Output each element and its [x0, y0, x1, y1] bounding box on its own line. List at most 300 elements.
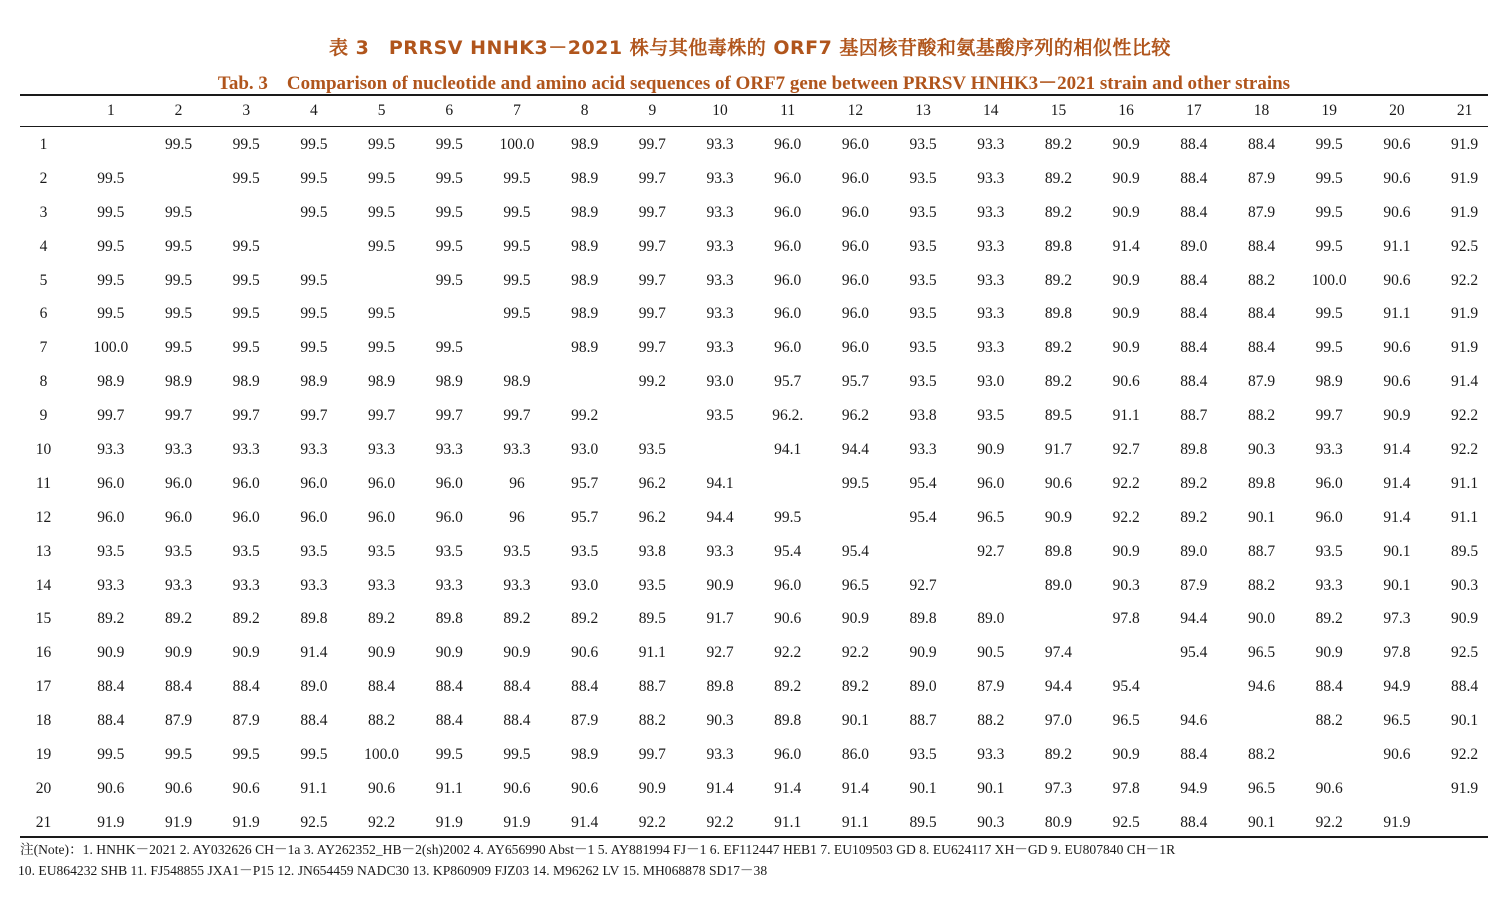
- table-cell: 88.4: [1247, 305, 1276, 323]
- table-cell: 91.9: [435, 813, 463, 831]
- table-cell: 93.5: [909, 339, 937, 357]
- table-cell: [1363, 772, 1431, 806]
- table-cell: 91.9: [232, 813, 260, 831]
- column-header: 3: [242, 102, 251, 119]
- table-cell: 90.6: [1383, 373, 1411, 391]
- table-cell: 99.5: [232, 339, 260, 357]
- table-cell: 96: [509, 474, 525, 492]
- table-cell: 89.8: [706, 678, 734, 696]
- table-cell: 93.3: [977, 271, 1005, 289]
- table-cell: 90.6: [1383, 271, 1411, 289]
- table-cell: [1295, 738, 1363, 772]
- table-cell: 98.9: [164, 373, 193, 391]
- table-cell: 91.1: [1451, 508, 1479, 526]
- column-header: 11: [780, 102, 796, 119]
- row-label: 18: [35, 712, 52, 730]
- table-cell: 91.4: [571, 813, 599, 831]
- table-cell: 96.0: [841, 237, 869, 255]
- table-header: [10, 97, 1498, 125]
- table-cell: 88.4: [97, 712, 125, 730]
- table-cell: 99.2: [638, 373, 666, 391]
- table-cell: 90.1: [977, 779, 1005, 797]
- table-cell: 88.4: [1180, 135, 1208, 153]
- table-cell: 90.5: [977, 644, 1005, 662]
- table-cell: 99.7: [638, 237, 666, 255]
- table-cell: 96.0: [1315, 508, 1343, 526]
- table-cell: 89.8: [1247, 474, 1276, 492]
- table-cell: 96.5: [1383, 712, 1411, 730]
- table-cell: 94.1: [774, 440, 802, 458]
- table-cell: 98.9: [571, 305, 599, 323]
- table-cell: 93.5: [909, 271, 937, 289]
- column-header: 4: [310, 102, 318, 119]
- table-cell: [280, 230, 348, 264]
- table-cell: 88.4: [571, 678, 599, 696]
- table-cell: 99.7: [638, 169, 666, 187]
- table-cell: 98.9: [503, 373, 531, 391]
- table-cell: 96.0: [368, 474, 396, 492]
- table-cell: 90.9: [1112, 203, 1140, 221]
- table-cell: 93.5: [571, 542, 599, 560]
- table-cell: 99.7: [97, 407, 125, 425]
- table-cell: 88.2: [1247, 745, 1276, 763]
- table-cell: 96.2: [638, 508, 666, 526]
- table-cell: 96.2.: [772, 407, 804, 425]
- table-cell: 91.4: [300, 644, 328, 662]
- table-cell: 88.4: [1180, 745, 1208, 763]
- table-cell: 90.9: [503, 644, 531, 662]
- column-header: 1: [106, 102, 115, 119]
- column-header: 6: [445, 102, 454, 119]
- table-cell: 99.5: [503, 169, 531, 187]
- table-cell: 95.4: [774, 542, 802, 560]
- table-cell: 88.4: [1247, 135, 1276, 153]
- table-cell: 93.5: [909, 203, 937, 221]
- table-cell: 93.5: [909, 373, 937, 391]
- table-cell: 93.5: [977, 407, 1005, 425]
- row-label: 3: [39, 203, 48, 221]
- table-cell: 91.1: [1383, 305, 1411, 323]
- table-cell: 90.9: [638, 779, 666, 797]
- table-cell: 92.2: [774, 644, 802, 662]
- table-cell: 98.9: [571, 271, 599, 289]
- table-cell: 88.2: [1247, 576, 1276, 594]
- table-cell: 93.5: [300, 542, 328, 560]
- table-cell: 90.9: [97, 644, 125, 662]
- table-cell: 88.2: [1247, 407, 1276, 425]
- table-cell: 92.7: [706, 644, 734, 662]
- table-cell: 94.4: [841, 440, 869, 458]
- table-cell: 92.2: [1315, 813, 1343, 831]
- table-cell: 99.5: [1315, 169, 1343, 187]
- table-cell: 99.5: [300, 271, 328, 289]
- table-cell: 88.2: [368, 712, 396, 730]
- row-label: 10: [35, 440, 52, 458]
- table-cell: 92.7: [1112, 440, 1140, 458]
- table-cell: 96.0: [841, 339, 869, 357]
- table-cell: 96.0: [774, 745, 802, 763]
- column-header: 9: [648, 102, 657, 119]
- table-cell: 89.8: [1180, 440, 1208, 458]
- table-cell: 93.3: [706, 745, 734, 763]
- table-row: [10, 501, 1498, 535]
- table-cell: 92.2: [1451, 440, 1479, 458]
- table-row: [10, 433, 1498, 467]
- table-cell: 99.5: [435, 237, 463, 255]
- table-cell: 91.4: [1383, 508, 1411, 526]
- row-label: 15: [35, 610, 52, 628]
- row-label: 20: [35, 779, 52, 797]
- table-row: [10, 128, 1498, 162]
- table-cell: 93.5: [638, 440, 666, 458]
- table-cell: 96: [509, 508, 525, 526]
- table-cell: 96.0: [435, 508, 463, 526]
- table-cell: 98.9: [300, 373, 328, 391]
- table-cell: 96.0: [841, 169, 869, 187]
- table-cell: 94.6: [1180, 712, 1208, 730]
- table-cell: 89.8: [1044, 237, 1073, 255]
- table-cell: 94.1: [706, 474, 734, 492]
- table-cell: 93.3: [232, 576, 260, 594]
- table-cell: [686, 433, 754, 467]
- table-cell: 99.5: [164, 305, 193, 323]
- table-cell: 90.6: [1383, 203, 1411, 221]
- column-header: 19: [1321, 102, 1337, 119]
- table-cell: 90.6: [1112, 373, 1140, 391]
- table-cell: 95.7: [841, 373, 869, 391]
- table-cell: 88.4: [1180, 271, 1208, 289]
- table-cell: 99.5: [300, 339, 328, 357]
- table-cell: 95.4: [1112, 678, 1140, 696]
- header-row: [10, 97, 1498, 125]
- table-cell: [1092, 636, 1160, 670]
- table-cell: 87.9: [1247, 373, 1276, 391]
- table-cell: [1431, 806, 1499, 840]
- table-cell: 97.8: [1383, 644, 1411, 662]
- table-cell: [1025, 602, 1093, 636]
- table-cell: 90.3: [1247, 440, 1276, 458]
- table-cell: 87.9: [1180, 576, 1208, 594]
- table-cell: 90.3: [1451, 576, 1479, 594]
- table-cell: 92.2: [1451, 745, 1479, 763]
- table-cell: 91.1: [638, 644, 666, 662]
- table-cell: 99.7: [638, 203, 666, 221]
- table-cell: 93.3: [977, 339, 1005, 357]
- table-cell: 90.9: [164, 644, 193, 662]
- table-cell: 93.5: [706, 407, 734, 425]
- table-cell: 99.2: [571, 407, 599, 425]
- table-cell: 99.5: [1315, 305, 1343, 323]
- table-cell: [348, 264, 416, 298]
- table-cell: 88.4: [435, 678, 463, 696]
- table-cell: 88.4: [368, 678, 396, 696]
- table-cell: 96.0: [841, 203, 869, 221]
- table-cell: 92.2: [1112, 474, 1140, 492]
- table-cell: 99.5: [97, 271, 125, 289]
- table-cell: 93.5: [909, 169, 937, 187]
- table-cell: 96.0: [232, 474, 260, 492]
- table-cell: 90.9: [1044, 508, 1073, 526]
- table-cell: 98.9: [435, 373, 463, 391]
- table-cell: 89.5: [1044, 407, 1073, 425]
- table-cell: 90.6: [1383, 745, 1411, 763]
- table-cell: 91.1: [300, 779, 328, 797]
- table-cell: 89.2: [1044, 135, 1073, 153]
- table-cell: 99.5: [300, 169, 328, 187]
- table-row: [10, 636, 1498, 670]
- row-label: 5: [39, 271, 48, 289]
- table-cell: 99.5: [97, 305, 125, 323]
- table-cell: 99.7: [638, 305, 666, 323]
- table-cell: 99.7: [232, 407, 260, 425]
- table-cell: 99.5: [164, 135, 193, 153]
- table-cell: 99.5: [300, 135, 328, 153]
- table-cell: 90.9: [1112, 169, 1140, 187]
- table-cell: 88.4: [1180, 339, 1208, 357]
- row-label: 17: [35, 678, 52, 696]
- table-cell: 89.5: [1451, 542, 1479, 560]
- table-cell: 89.0: [1180, 542, 1208, 560]
- table-cell: 93.3: [435, 576, 463, 594]
- table-cell: 96.0: [774, 169, 802, 187]
- table-cell: 93.3: [706, 271, 734, 289]
- column-header: 15: [1050, 102, 1067, 119]
- table-cell: 96.0: [774, 305, 802, 323]
- table-cell: 99.5: [300, 745, 328, 763]
- table-cell: 91.1: [1112, 407, 1140, 425]
- table-cell: 93.3: [503, 576, 531, 594]
- column-header: 21: [1456, 102, 1473, 119]
- table-cell: 93.3: [706, 237, 734, 255]
- table-row: [10, 331, 1498, 365]
- table-cell: 93.5: [97, 542, 125, 560]
- table-cell: 96.0: [368, 508, 396, 526]
- table-cell: 89.2: [1044, 271, 1073, 289]
- table-cell: 88.4: [1180, 305, 1208, 323]
- table-cell: 87.9: [571, 712, 599, 730]
- table-cell: 90.1: [1383, 542, 1411, 560]
- table-cell: 99.5: [503, 237, 531, 255]
- table-cell: 90.9: [1451, 610, 1479, 628]
- table-cell: 89.2: [1044, 203, 1073, 221]
- table-cell: 87.9: [977, 678, 1005, 696]
- table-cell: 89.2: [1180, 474, 1208, 492]
- column-header: 10: [712, 102, 728, 119]
- row-label: 14: [35, 576, 52, 594]
- table-cell: 91.9: [1451, 779, 1479, 797]
- table-row: [10, 670, 1498, 704]
- table-cell: 99.7: [638, 135, 666, 153]
- table-cell: 90.6: [368, 779, 396, 797]
- table-cell: 90.9: [841, 610, 869, 628]
- table-cell: 90.9: [368, 644, 396, 662]
- table-cell: [1228, 704, 1296, 738]
- table-cell: 97.8: [1112, 779, 1140, 797]
- table-cell: 93.3: [909, 440, 937, 458]
- table-row: [10, 399, 1498, 433]
- table-cell: 93.5: [909, 745, 937, 763]
- table-cell: 93.5: [503, 542, 531, 560]
- table-cell: 88.7: [638, 678, 666, 696]
- table-cell: 97.3: [1044, 779, 1073, 797]
- table-cell: 88.4: [1247, 339, 1276, 357]
- table-cell: 93.5: [164, 542, 193, 560]
- table-cell: 96.5: [977, 508, 1005, 526]
- table-row: [10, 602, 1498, 636]
- table-cell: 98.9: [571, 237, 599, 255]
- note-line-1: 注(Note)：1. HNHK－2021 2. AY032626 CH－1a 3. AY262352_HB－2(sh)2002 4. AY656990 Abst－1 5. AY881994 FJ－1 6. EF112447 HEB1 7. EU109503 GD 8. EU624117 XH－GD 9. EU807840 CH－1R: [20, 842, 1176, 857]
- table-cell: 96.0: [300, 474, 328, 492]
- table-cell: 96.0: [977, 474, 1005, 492]
- table-row: [10, 297, 1498, 331]
- table-cell: 92.5: [1451, 644, 1479, 662]
- column-header: 18: [1253, 102, 1270, 119]
- table-row: [10, 738, 1498, 772]
- table-cell: 93.8: [638, 542, 666, 560]
- column-header: 2: [174, 102, 183, 119]
- table-cell: 96.0: [300, 508, 328, 526]
- table-cell: 88.4: [1180, 169, 1208, 187]
- table-cell: 90.9: [1112, 271, 1140, 289]
- column-header: 12: [847, 102, 864, 119]
- table-cell: 90.9: [1112, 135, 1140, 153]
- header-corner-cell: [10, 97, 77, 125]
- table-cell: 99.5: [97, 745, 125, 763]
- table-cell: 99.5: [232, 271, 260, 289]
- table-cell: [1160, 670, 1228, 704]
- table-cell: 92.7: [977, 542, 1005, 560]
- table-cell: 98.9: [571, 169, 599, 187]
- table-cell: 92.2: [1451, 407, 1479, 425]
- table-cell: 92.2: [368, 813, 396, 831]
- table-cell: 99.5: [164, 745, 193, 763]
- table-cell: 96.5: [1247, 644, 1276, 662]
- table-cell: 91.4: [1451, 373, 1479, 391]
- table-cell: 97.4: [1044, 644, 1073, 662]
- table-row: [10, 467, 1498, 501]
- table-header-rule: [20, 126, 1488, 127]
- table-cell: 99.5: [368, 169, 396, 187]
- table-cell: 90.6: [1383, 169, 1411, 187]
- table-cell: 90.6: [97, 779, 125, 797]
- table-cell: 94.9: [1383, 678, 1411, 696]
- table-cell: 91.9: [503, 813, 531, 831]
- table-cell: 93.3: [706, 135, 734, 153]
- table-cell: [889, 535, 957, 569]
- table-cell: 89.2: [1044, 373, 1073, 391]
- table-cell: 99.5: [774, 508, 802, 526]
- table-cell: 91.9: [1383, 813, 1411, 831]
- table-cell: 93.5: [368, 542, 396, 560]
- table-cell: 92.2: [706, 813, 734, 831]
- table-cell: 90.9: [1112, 339, 1140, 357]
- row-label: 11: [36, 474, 51, 492]
- table-row: [10, 365, 1498, 399]
- table-cell: 99.5: [232, 135, 260, 153]
- table-cell: 89.2: [1044, 169, 1073, 187]
- table-cell: 99.5: [300, 305, 328, 323]
- table-cell: [619, 399, 687, 433]
- table-cell: 88.7: [1247, 542, 1276, 560]
- table-cell: 93.3: [435, 440, 463, 458]
- row-label: 16: [35, 644, 52, 662]
- table-cell: 91.4: [1112, 237, 1140, 255]
- table-cell: 96.0: [232, 508, 260, 526]
- table-cell: 93.3: [300, 576, 328, 594]
- table-cell: 99.5: [368, 237, 396, 255]
- table-cell: 89.2: [1315, 610, 1343, 628]
- table-cell: 99.5: [503, 305, 531, 323]
- table-cell: 89.8: [435, 610, 463, 628]
- table-cell: 89.8: [909, 610, 937, 628]
- table-cell: 88.4: [503, 712, 531, 730]
- table-cell: 99.5: [232, 745, 260, 763]
- table-cell: 89.2: [97, 610, 125, 628]
- table-cell: 86.0: [841, 745, 869, 763]
- table-cell: 88.4: [1247, 237, 1276, 255]
- table-cell: 93.3: [706, 203, 734, 221]
- table-cell: 91.1: [1383, 237, 1411, 255]
- table-cell: 99.7: [368, 407, 396, 425]
- table-cell: 90.6: [1383, 135, 1411, 153]
- table-cell: 90.9: [1383, 407, 1411, 425]
- table-cell: 96.0: [841, 305, 869, 323]
- table-cell: 95.4: [909, 474, 937, 492]
- table-cell: 99.7: [503, 407, 531, 425]
- table-cell: 89.0: [977, 610, 1005, 628]
- table-cell: 93.3: [164, 576, 193, 594]
- table-cell: 90.9: [1112, 745, 1140, 763]
- table-cell: 88.4: [1180, 203, 1208, 221]
- table-cell: 91.9: [97, 813, 125, 831]
- table-cell: 94.9: [1180, 779, 1208, 797]
- row-label: 21: [35, 813, 52, 831]
- table-cell: 92.2: [1112, 508, 1140, 526]
- table-cell: 93.0: [706, 373, 734, 391]
- table-cell: 89.2: [774, 678, 802, 696]
- table-cell: 96.0: [97, 508, 125, 526]
- table-cell: 93.3: [706, 339, 734, 357]
- table-cell: 88.2: [1315, 712, 1343, 730]
- table-cell: 98.9: [97, 373, 125, 391]
- table-cell: 96.0: [164, 474, 193, 492]
- table-cell: 99.7: [1315, 407, 1343, 425]
- table-cell: 99.5: [368, 305, 396, 323]
- table-cell: 90.6: [571, 644, 599, 662]
- table-cell: 91.4: [1383, 474, 1411, 492]
- table-cell: 99.5: [435, 339, 463, 357]
- table-title-english: Tab. 3 Comparison of nucleotide and amino acid sequences of ORF7 gene between PRRSV HNHK3－2021 strain and other strains: [217, 73, 1291, 94]
- table-cell: 92.5: [300, 813, 328, 831]
- table-cell: 96.0: [774, 237, 802, 255]
- table-cell: 89.2: [368, 610, 396, 628]
- table-cell: 96.0: [1315, 474, 1343, 492]
- table-cell: 90.3: [1112, 576, 1140, 594]
- table-cell: 99.7: [435, 407, 463, 425]
- similarity-table: [10, 128, 1498, 840]
- table-cell: 93.3: [368, 576, 396, 594]
- table-cell: 91.4: [706, 779, 734, 797]
- table-cell: 93.3: [706, 542, 734, 560]
- table-cell: 89.2: [503, 610, 531, 628]
- table-cell: 96.0: [774, 339, 802, 357]
- table-cell: 93.3: [368, 440, 396, 458]
- table-cell: 99.5: [164, 203, 193, 221]
- table-cell: 93.3: [503, 440, 531, 458]
- table-cell: 93.3: [97, 576, 125, 594]
- table-cell: 99.5: [503, 271, 531, 289]
- table-cell: 95.4: [841, 542, 869, 560]
